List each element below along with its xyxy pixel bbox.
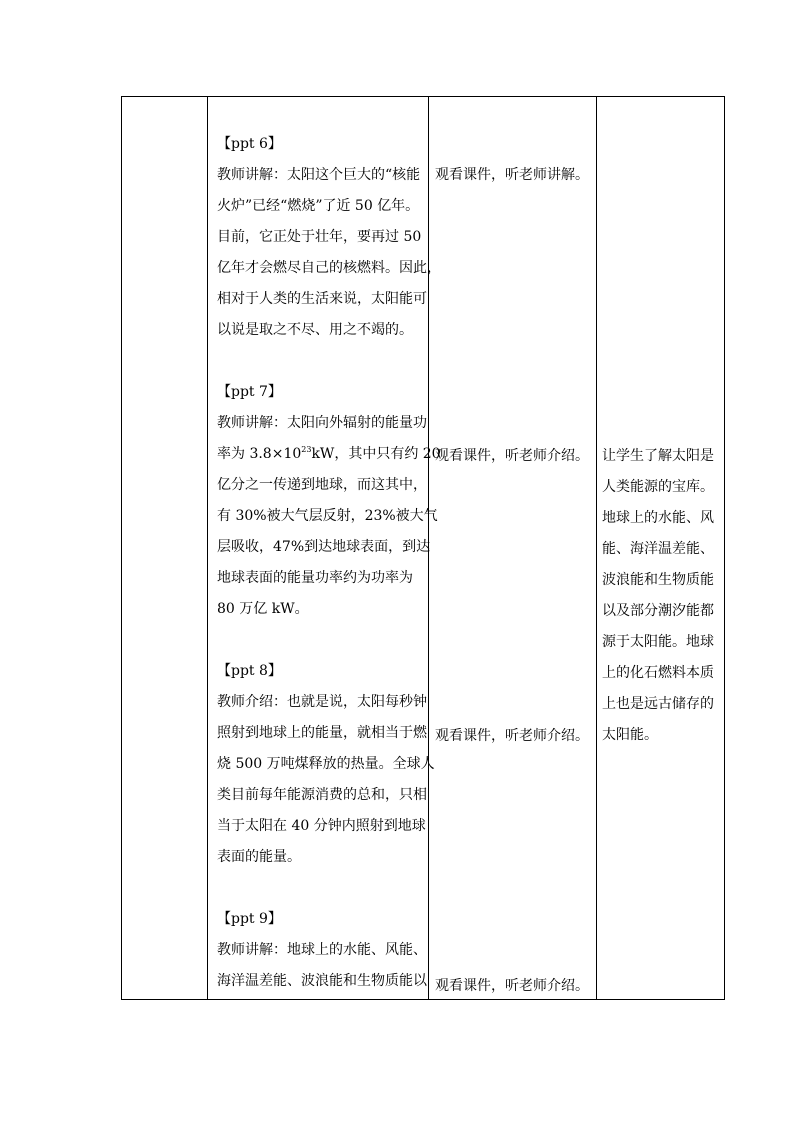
text-line: 地球表面的能量功率约为功率为 bbox=[217, 570, 413, 586]
teacher-activity-cell bbox=[217, 129, 441, 997]
text-line: 亿年才会燃尽自己的核燃料。因此， bbox=[217, 260, 441, 276]
section-heading: 【ppt 9】 bbox=[217, 911, 282, 927]
student-activity-3: 观看课件，听老师介绍。 bbox=[435, 728, 589, 744]
text-line-with-superscript bbox=[217, 439, 441, 470]
section-heading: 【ppt 7】 bbox=[217, 384, 282, 400]
section-heading: 【ppt 8】 bbox=[217, 663, 282, 679]
lesson-table bbox=[121, 96, 725, 1000]
intent-line: 地球上的水能、风 bbox=[602, 510, 714, 526]
text-line: 教师讲解：地球上的水能、风能、 bbox=[217, 942, 427, 958]
text-line: 烧 500 万吨煤释放的热量。全球人 bbox=[217, 756, 435, 772]
text-line: 表面的能量。 bbox=[217, 849, 301, 865]
text-line: 海洋温差能、波浪能和生物质能以 bbox=[217, 973, 427, 989]
intent-line: 以及部分潮汐能都 bbox=[602, 603, 714, 619]
text-line: 火炉”已经“燃烧”了近 50 亿年。 bbox=[217, 198, 420, 214]
text-line: 亿分之一传递到地球，而这其中， bbox=[217, 477, 427, 493]
text-line: 教师介绍：也就是说，太阳每秒钟 bbox=[217, 694, 427, 710]
intent-line: 能、海洋温差能、 bbox=[602, 541, 714, 557]
text-line: 80 万亿 kW。 bbox=[217, 601, 309, 617]
column-divider-1 bbox=[207, 97, 208, 999]
text-line: 教师讲解：太阳向外辐射的能量功 bbox=[217, 415, 427, 431]
intent-line: 源于太阳能。地球 bbox=[602, 634, 714, 650]
text-line: 教师讲解：太阳这个巨大的“核能 bbox=[217, 167, 421, 183]
design-intent-cell bbox=[602, 441, 714, 751]
intent-line: 波浪能和生物质能 bbox=[602, 572, 714, 588]
text-line: 目前，它正处于壮年，要再过 50 bbox=[217, 229, 422, 245]
text-line: 以说是取之不尽、用之不竭的。 bbox=[217, 322, 413, 338]
text-part: kW，其中只有约 20 bbox=[311, 446, 441, 462]
superscript: 23 bbox=[301, 445, 312, 454]
text-line: 照射到地球上的能量，就相当于燃 bbox=[217, 725, 427, 741]
student-activity-2: 观看课件，听老师介绍。 bbox=[435, 448, 589, 464]
column-divider-3 bbox=[596, 97, 597, 999]
text-line: 相对于人类的生活来说，太阳能可 bbox=[217, 291, 427, 307]
intent-line: 让学生了解太阳是 bbox=[602, 448, 714, 464]
intent-line: 上的化石燃料本质 bbox=[602, 665, 714, 681]
intent-line: 上也是远古储存的 bbox=[602, 696, 714, 712]
student-activity-4: 观看课件，听老师介绍。 bbox=[435, 978, 589, 994]
text-line: 类目前每年能源消费的总和，只相 bbox=[217, 787, 427, 803]
text-line: 当于太阳在 40 分钟内照射到地球 bbox=[217, 818, 426, 834]
student-activity-1: 观看课件，听老师讲解。 bbox=[435, 167, 589, 183]
intent-line: 人类能源的宝库。 bbox=[602, 479, 714, 495]
section-heading: 【ppt 6】 bbox=[217, 136, 282, 152]
text-line: 层吸收，47%到达地球表面，到达 bbox=[217, 539, 431, 555]
text-part: 率为 3.8×10 bbox=[217, 446, 302, 462]
intent-line: 太阳能。 bbox=[602, 727, 658, 743]
text-line: 有 30%被大气层反射，23%被大气 bbox=[217, 508, 438, 524]
